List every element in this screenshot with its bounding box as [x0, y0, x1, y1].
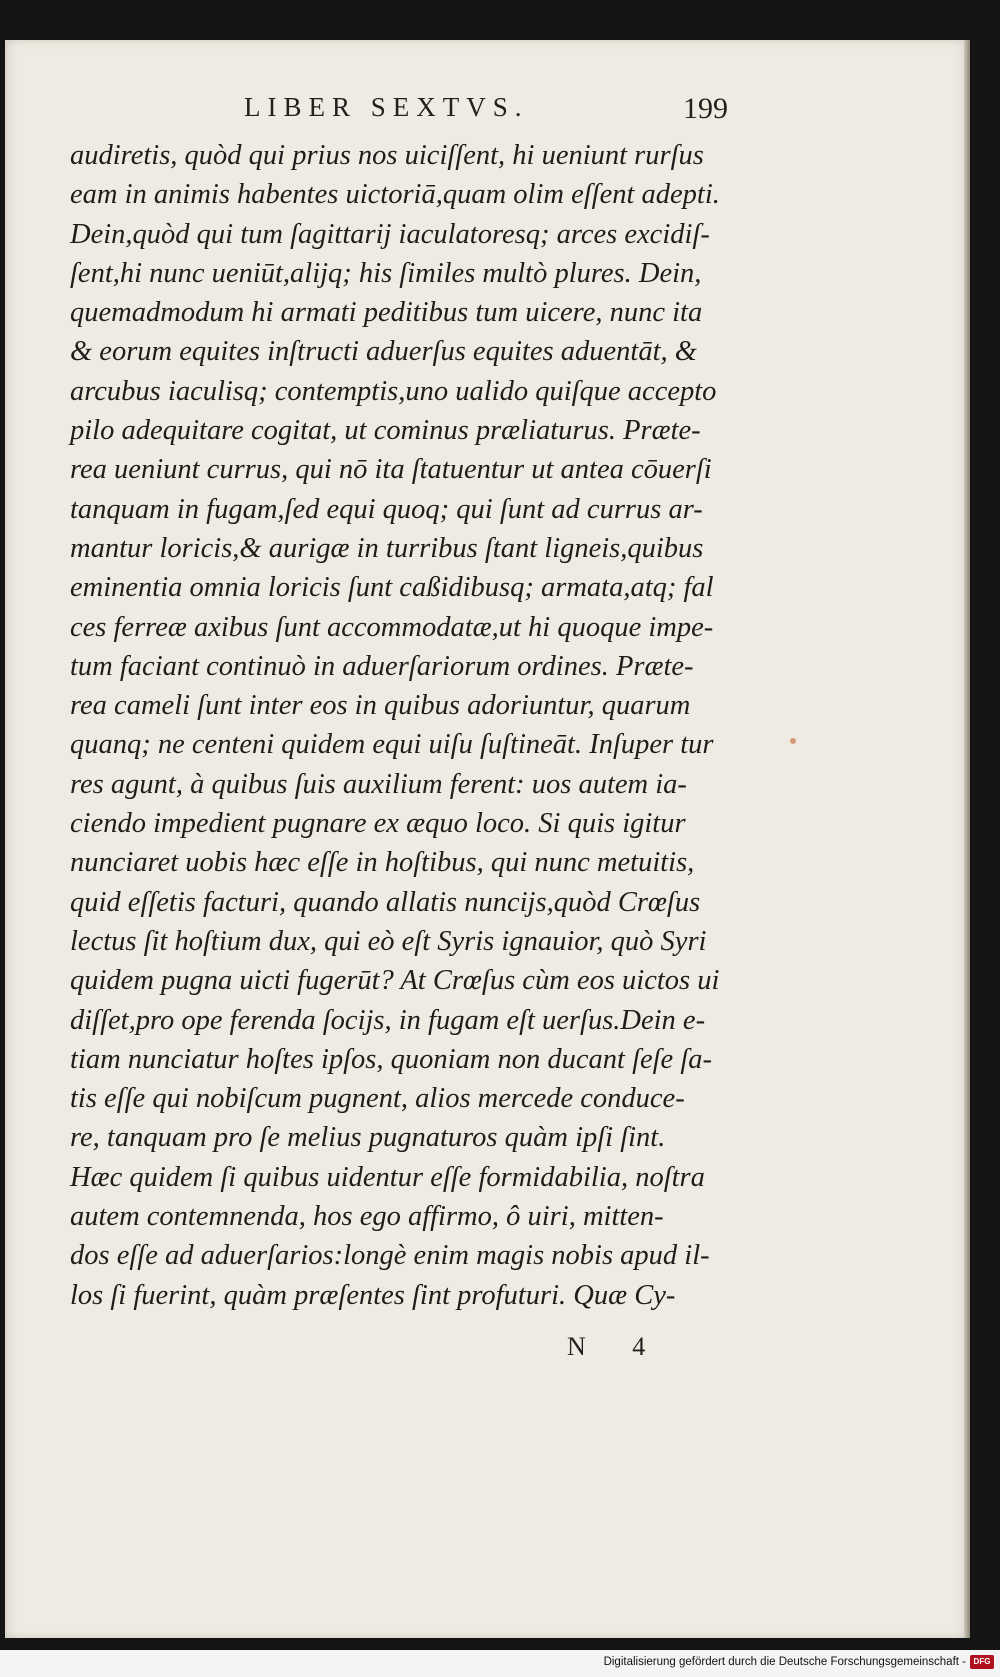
text-line: quid eſſetis facturi, quando allatis nuncijs,quòd Crœſus — [70, 886, 701, 918]
text-line: rea cameli ſunt inter eos in quibus adoriuntur, quarum — [70, 690, 691, 722]
footer-bar — [0, 1650, 1000, 1677]
text-line: res agunt, à quibus ſuis auxilium ferent: uos autem ia- — [70, 768, 687, 800]
paper-stain — [790, 738, 796, 744]
text-line: pilo adequitare cogitat, ut cominus præliaturus. Præte- — [70, 415, 701, 447]
text-line: eam in animis habentes uictoriā,quam olim eſſent adepti. — [70, 179, 720, 211]
page-edge — [964, 40, 970, 1638]
signature-mark: N 4 — [567, 1332, 666, 1361]
text-line: diſſet,pro ope ferenda ſocijs, in fugam eſt uerſus.Dein e- — [70, 1004, 706, 1036]
running-head: LIBER SEXTVS. — [244, 92, 529, 122]
text-line: ſent,hi nunc ueniūt,alijq; his ſimiles multò plures. Dein, — [70, 257, 702, 289]
text-line: tiam nunciatur hoſtes ipſos, quoniam non ducant ſeſe ſa- — [70, 1043, 712, 1075]
text-line: tanquam in fugam,ſed equi quoq; qui ſunt ad currus ar- — [70, 493, 703, 525]
dfg-logo: DFG — [970, 1655, 994, 1669]
text-line: ciendo impedient pugnare ex æquo loco. Si quis igitur — [70, 808, 686, 840]
page-header — [78, 92, 728, 132]
text-line: eminentia omnia loricis ſunt caßidibusq; armata,atq; fal — [70, 572, 714, 604]
text-line: quidem pugna uicti fugerūt? At Crœſus cùm eos uictos ui — [70, 965, 720, 997]
text-line: Hæc quidem ſi quibus uidentur eſſe formidabilia, noſtra — [70, 1161, 705, 1193]
text-line: autem contemnenda, hos ego affirmo, ô uiri, mitten- — [70, 1201, 664, 1233]
funding-credit: Digitalisierung gefördert durch die Deutsche Forschungsgemeinschaft - — [603, 1656, 966, 1668]
text-line: dos eſſe ad aduerſarios:longè enim magis nobis apud il- — [70, 1240, 710, 1272]
text-line: lectus ſit hoſtium dux, qui eò eſt Syris ignauior, quò Syri — [70, 925, 707, 957]
body-text — [70, 136, 750, 1315]
text-line: mantur loricis,& aurigæ in turribus ſtant ligneis,quibus — [70, 532, 704, 564]
text-line: Dein,quòd qui tum ſagittarij iaculatoresq; arces excidiſ- — [70, 218, 710, 250]
text-line: los ſi fuerint, quàm præſentes ſint profuturi. Quæ Cy- — [70, 1279, 676, 1311]
text-line: & eorum equites inſtructi aduerſus equites aduentāt, & — [70, 336, 697, 368]
text-line: tis eſſe qui nobiſcum pugnent, alios mercede conduce- — [70, 1083, 685, 1115]
text-line: arcubus iaculisq; contemptis,uno ualido quiſque accepto — [70, 375, 717, 407]
text-line: quemadmodum hi armati peditibus tum uicere, nunc ita — [70, 297, 703, 329]
text-line: re, tanquam pro ſe melius pugnaturos quàm ipſi ſint. — [70, 1122, 666, 1154]
text-line: rea ueniunt currus, qui nō ita ſtatuentur ut antea cōuerſi — [70, 454, 712, 486]
text-line: nunciaret uobis hæc eſſe in hoſtibus, qui nunc metuitis, — [70, 847, 695, 879]
text-line: quanq; ne centeni quidem equi uiſu ſuſtineāt. Inſuper tur — [70, 729, 714, 761]
text-line: audiretis, quòd qui prius nos uiciſſent, hi ueniunt rurſus — [70, 140, 704, 171]
text-line: ces ferreæ axibus ſunt accommodatæ,ut hi quoque impe- — [70, 611, 714, 643]
text-line: tum faciant continuò in aduerſariorum ordines. Præte- — [70, 650, 694, 682]
page-number: 199 — [683, 92, 728, 125]
